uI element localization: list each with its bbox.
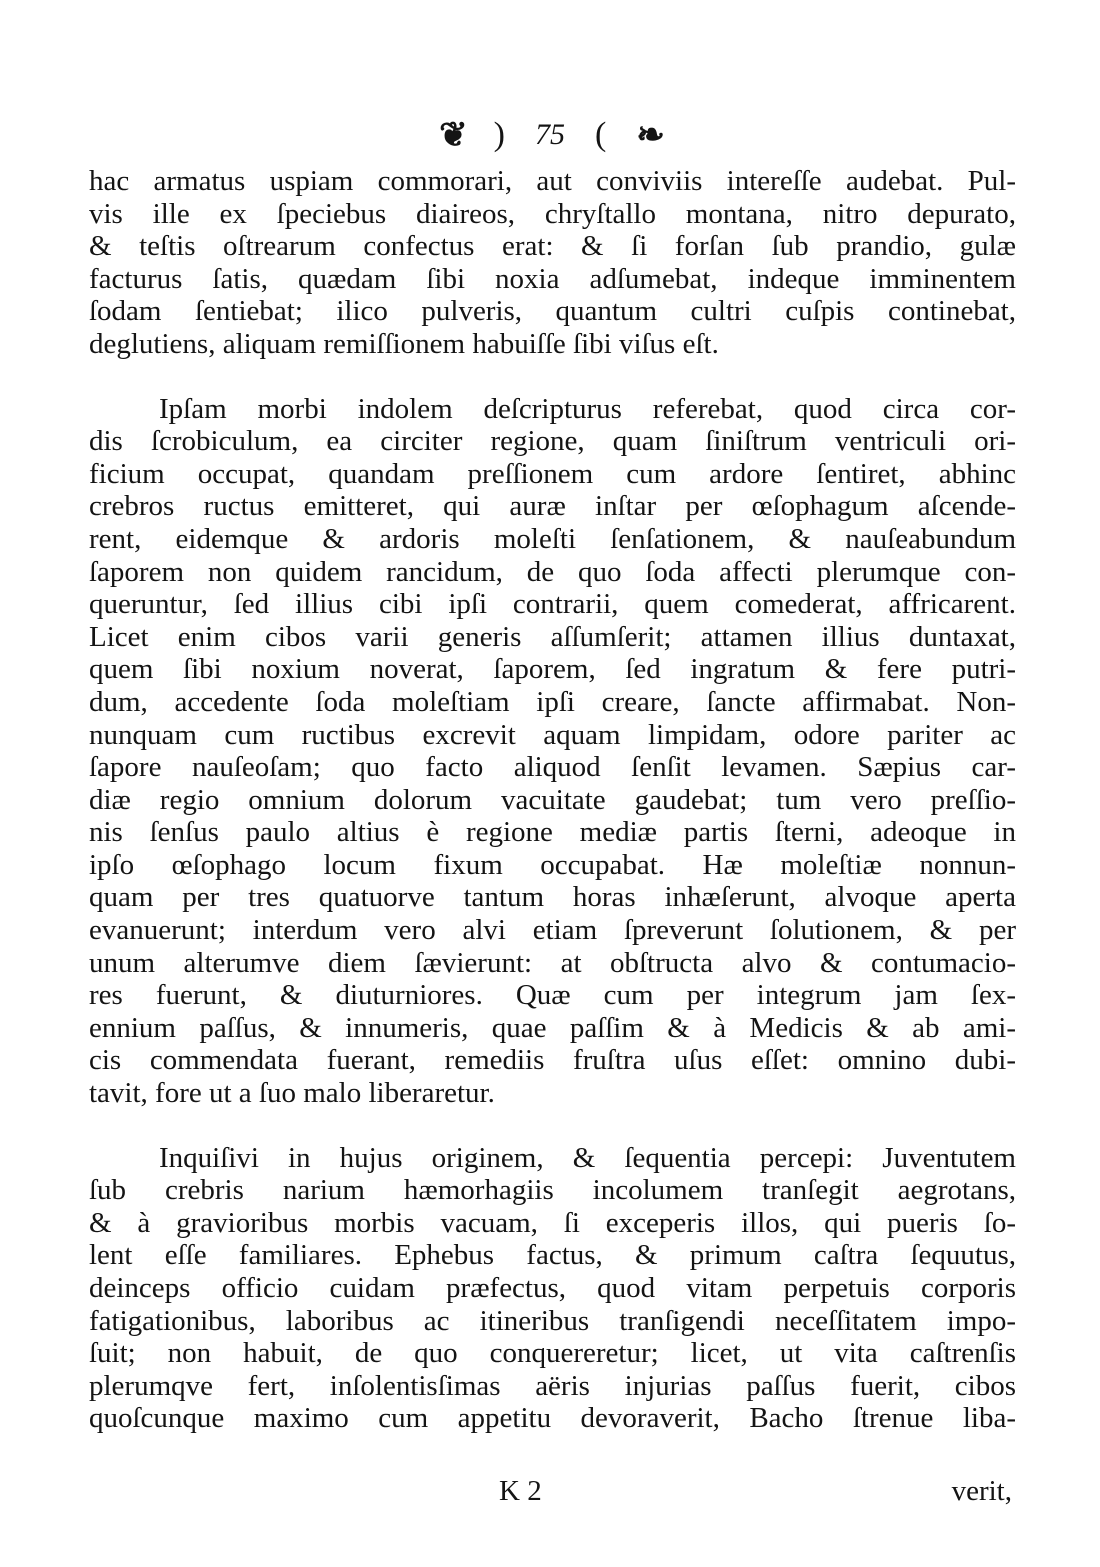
text-line: ſub crebris narium hæmorhagiis incolumem tranſegit aegrotans, bbox=[89, 1174, 1016, 1207]
running-header bbox=[0, 112, 1100, 158]
text-line: & teſtis oſtrearum confectus erat: & ſi forſan ſub prandio, gulæ bbox=[89, 230, 1016, 263]
paragraph-gap bbox=[89, 361, 1016, 393]
text-line: facturus ſatis, quædam ſibi noxia adſumebat, indeque imminentem bbox=[89, 262, 1016, 295]
header-bracket-right: ( bbox=[595, 116, 607, 153]
text-line: Inquiſivi in hujus originem, & ſequentia percepi: Juventutem bbox=[159, 1141, 1016, 1174]
fleuron-right-icon: ❧ bbox=[636, 117, 661, 154]
page-number: 75 bbox=[535, 118, 565, 151]
text-line: diæ regio omnium dolorum vacuitate gaudebat; tum vero preſſio- bbox=[89, 783, 1016, 816]
text-line: deinceps officio cuidam præfectus, quod vitam perpetuis corporis bbox=[89, 1272, 1016, 1304]
body-text bbox=[89, 165, 1016, 1435]
text-line: dis ſcrobiculum, ea circiter regione, quam ſiniſtrum ventriculi ori- bbox=[89, 425, 1016, 458]
paragraph-gap bbox=[89, 1110, 1016, 1142]
text-line: ipſo œſophago locum fixum occupabat. Hæ moleſtiæ nonnun- bbox=[89, 848, 1016, 881]
text-line: queruntur, ſed illius cibi ipſi contrarii, quem comederat, affricarent. bbox=[89, 588, 1016, 621]
text-line: Ipſam morbi indolem deſcripturus referebat, quod circa cor- bbox=[159, 392, 1016, 425]
text-line: cis commendata fuerant, remediis fruſtra uſus eſſet: omnino dubi- bbox=[89, 1044, 1016, 1077]
text-line: nunquam cum ructibus excrevit aquam limpidam, odore pariter ac bbox=[89, 718, 1016, 751]
text-line: evanuerunt; interdum vero alvi etiam ſpreverunt ſolutionem, & per bbox=[89, 914, 1016, 947]
text-line: deglutiens, aliquam remiſſionem habuiſſe ſibi viſus eſt. bbox=[89, 327, 719, 360]
text-line: ficium occupat, quandam preſſionem cum ardore ſentiret, abhinc bbox=[89, 457, 1016, 490]
text-line: dum, accedente ſoda moleſtiam ipſi creare, ſancte affirmabat. Non- bbox=[89, 685, 1016, 718]
text-line: quam per tres quatuorve tantum horas inhæſerunt, alvoque aperta bbox=[89, 881, 1016, 914]
text-line: plerumqve fert, inſolentisſimas aëris injurias paſſus fuerit, cibos bbox=[89, 1369, 1016, 1402]
text-line: ſapore nauſeoſam; quo facto aliquod ſenſit levamen. Sæpius car- bbox=[89, 751, 1016, 784]
paragraph bbox=[89, 393, 1016, 1110]
catchword: verit, bbox=[951, 1475, 1012, 1507]
paragraph bbox=[89, 165, 1016, 361]
text-line: nis ſenſus paulo altius è regione mediæ partis ſterni, adeoque in bbox=[89, 816, 1016, 849]
signature-mark: K 2 bbox=[499, 1475, 542, 1507]
text-line: crebros ructus emitteret, qui auræ inſtar per œſophagum aſcende- bbox=[89, 490, 1016, 523]
text-line: ennium paſſus, & innumeris, quae paſſim & à Medicis & ab ami- bbox=[89, 1011, 1016, 1044]
page-footer bbox=[89, 1475, 1016, 1509]
header-bracket-left: ) bbox=[493, 116, 505, 153]
text-line: unum alterumve diem ſævierunt: at obſtructa alvo & contumacio- bbox=[89, 946, 1016, 979]
text-line: & à gravioribus morbis vacuam, ſi exceperis illos, qui pueris ſo- bbox=[89, 1206, 1016, 1239]
text-line: res fuerunt, & diuturniores. Quæ cum per integrum jam ſex- bbox=[89, 979, 1016, 1012]
fleuron-left-icon: ❦ bbox=[439, 117, 464, 154]
text-line: ſaporem non quidem rancidum, de quo ſoda affecti plerumque con- bbox=[89, 555, 1016, 588]
text-line: tavit, fore ut a ſuo malo liberaretur. bbox=[89, 1077, 495, 1110]
text-line: hac armatus uspiam commorari, aut conviviis intereſſe audebat. Pul- bbox=[89, 165, 1016, 197]
text-line: fatigationibus, laboribus ac itineribus tranſigendi neceſſitatem impo- bbox=[89, 1304, 1016, 1337]
text-line: lent eſſe familiares. Ephebus factus, & primum caſtra ſequutus, bbox=[89, 1239, 1016, 1272]
text-line: ſodam ſentiebat; ilico pulveris, quantum cultri cuſpis continebat, bbox=[89, 295, 1016, 328]
paragraph bbox=[89, 1142, 1016, 1435]
text-line: ſuit; non habuit, de quo conquereretur; licet, ut vita caſtrenſis bbox=[89, 1337, 1016, 1370]
text-line: Licet enim cibos varii generis aſſumſerit; attamen illius duntaxat, bbox=[89, 620, 1016, 653]
text-line: vis ille ex ſpeciebus diaireos, chryſtallo montana, nitro depurato, bbox=[89, 197, 1016, 230]
text-line: quoſcunque maximo cum appetitu devoraverit, Bacho ſtrenue liba- bbox=[89, 1402, 1016, 1435]
text-line: rent, eidemque & ardoris moleſti ſenſationem, & nauſeabundum bbox=[89, 522, 1016, 555]
text-line: quem ſibi noxium noverat, ſaporem, ſed ingratum & fere putri- bbox=[89, 653, 1016, 686]
